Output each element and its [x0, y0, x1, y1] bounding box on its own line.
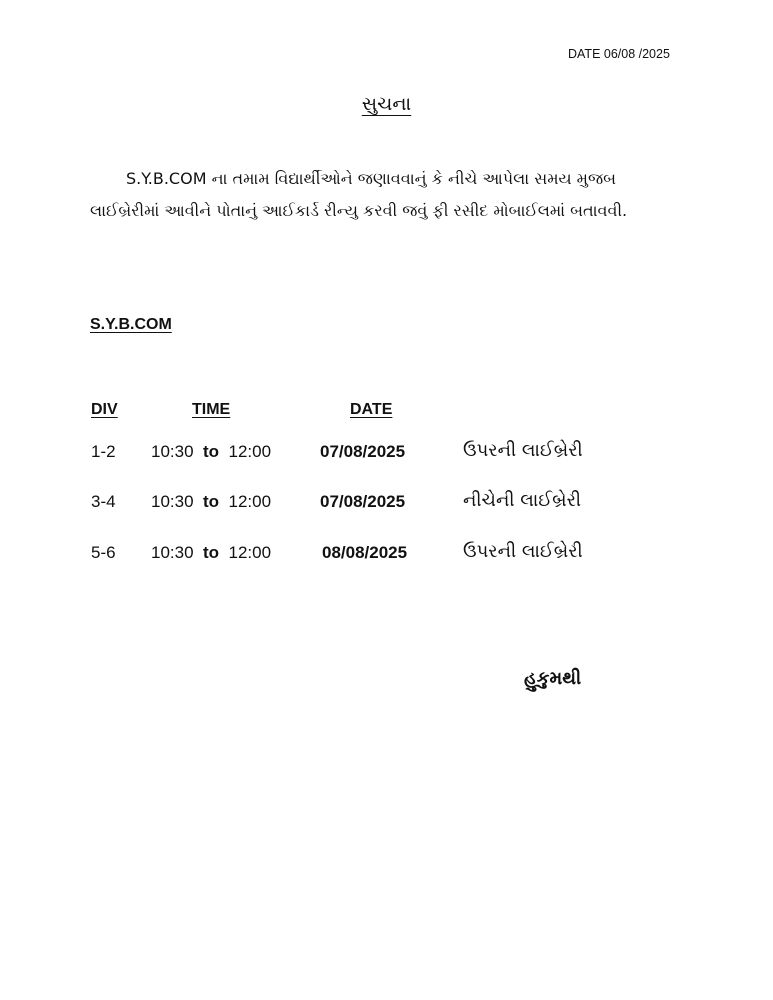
row-location: નીચેની લાઈબ્રેરી: [463, 490, 582, 511]
row-div: 3-4: [91, 492, 116, 511]
notice-title-text: સુચના: [361, 93, 412, 115]
table-row: [0, 442, 773, 468]
time-sep: to: [203, 442, 220, 461]
row-location: ઉપરની લાઈબ્રેરી: [463, 541, 583, 562]
row-location: ઉપરની લાઈબ્રેરી: [463, 440, 583, 461]
signature: હુકુમથી: [524, 668, 582, 689]
row-div: 5-6: [91, 543, 116, 562]
table-row: [0, 492, 773, 518]
header-date: DATE: [350, 401, 393, 418]
row-date: 07/08/2025: [320, 442, 406, 461]
time-start: 10:30: [151, 543, 194, 562]
time-start: 10:30: [151, 442, 194, 461]
time-sep: to: [203, 543, 220, 562]
schedule-table-header: [0, 401, 773, 423]
row-time: [151, 543, 271, 563]
time-start: 10:30: [151, 492, 194, 511]
row-time: [151, 442, 271, 462]
notice-date: DATE 06/08 /2025: [568, 47, 670, 61]
notice-title: [0, 93, 773, 115]
row-date: 08/08/2025: [322, 543, 408, 562]
row-date: 07/08/2025: [320, 492, 406, 511]
notice-paragraph: [90, 163, 690, 227]
section-heading: S.Y.B.COM: [90, 316, 172, 333]
header-time: TIME: [192, 401, 231, 418]
notice-paragraph-text: S.Y.B.COM ના તમામ વિદ્યાર્થીઓને જણાવવાનું કે નીચે આપેલા સમય મુજબ લાઈબ્રેરીમાં આવીને પોતાનું આઈકાર્ડ રીન્યુ કરવી જવું ફી રસીદ મોબાઈલમાં બતાવવી.: [90, 169, 628, 220]
table-row: [0, 543, 773, 569]
header-div: DIV: [91, 401, 118, 418]
time-end: 12:00: [228, 543, 272, 562]
row-div: 1-2: [91, 442, 116, 461]
time-sep: to: [203, 492, 220, 511]
row-time: [151, 492, 271, 512]
time-end: 12:00: [228, 492, 272, 511]
time-end: 12:00: [228, 442, 272, 461]
